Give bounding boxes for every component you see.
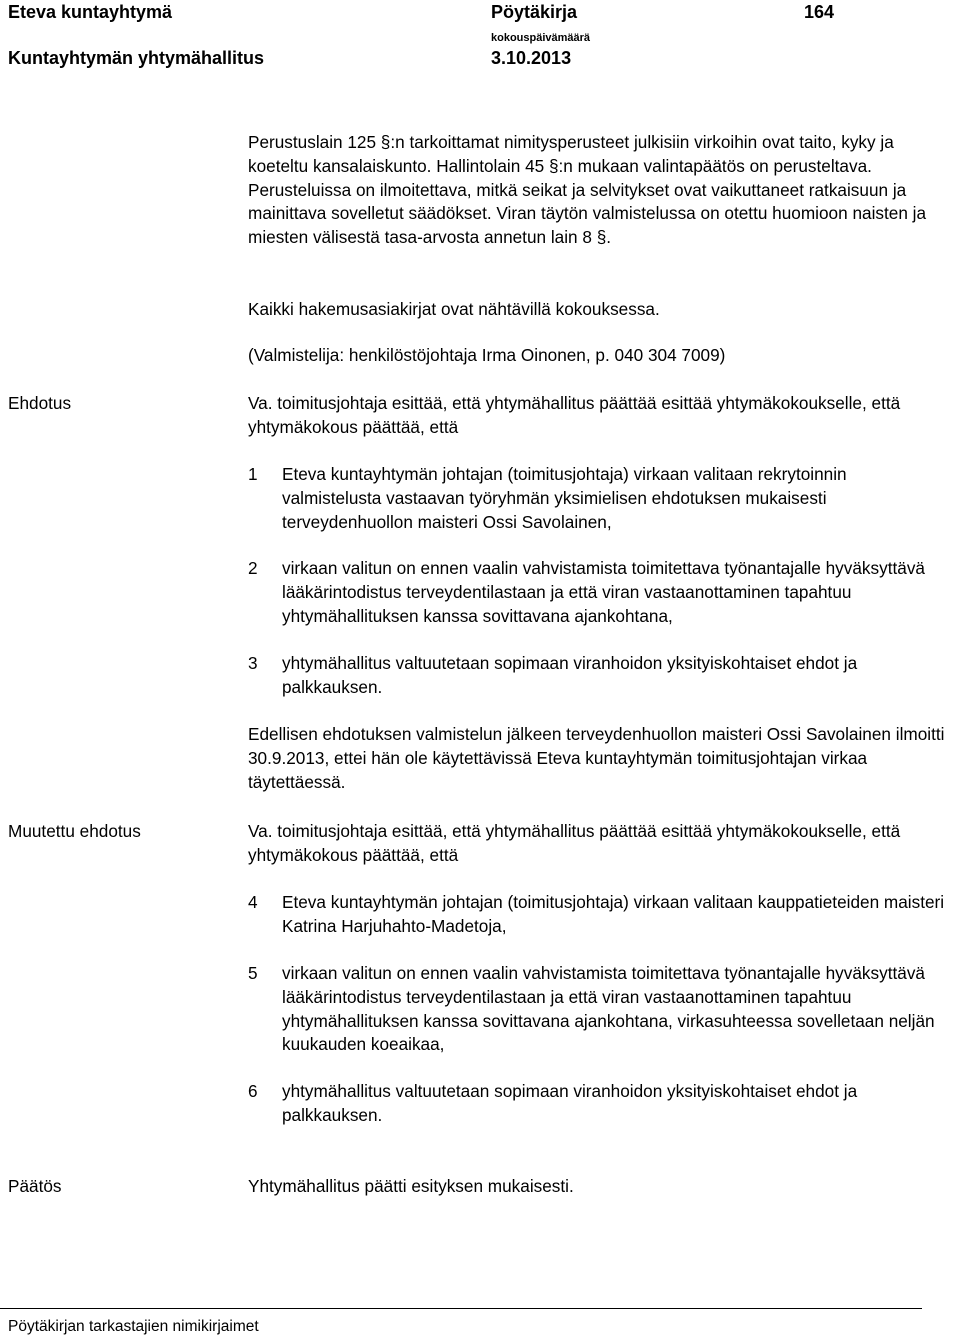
ehdotus-item-2 [248, 557, 948, 628]
intro-text-2: Kaikki hakemusasiakirjat ovat nähtävillä kokouksessa. [248, 299, 660, 319]
item-text: Eteva kuntayhtymän johtajan (toimitusjohtaja) virkaan valitaan rekrytoinnin valmistelusta vastaavan työryhmän yksimielisen ehdotuksen mukaisesti terveydenhuollon maisteri Ossi Savolainen, [282, 464, 847, 532]
intro-paragraph-1 [248, 131, 948, 250]
paatos-text-block [248, 1175, 948, 1199]
ehdotus-lead [248, 392, 948, 440]
item-text: yhtymähallitus valtuutetaan sopimaan viranhoidon yksityiskohtaiset ehdot ja palkkauksen. [282, 653, 858, 697]
item-text: virkaan valitun on ennen vaalin vahvistamista toimitettava työnantajalle hyväksyttävä lääkärintodistus terveydentilastaan ja että viran vastaanottaminen tapahtuu yhtymähallituksen kanssa sovittavana ajankohtana, virkasuhteessa sovelletaan neljän kuukauden koeaikaa, [282, 963, 935, 1055]
preparer-text: (Valmistelija: henkilöstöjohtaja Irma Oinonen, p. 040 304 7009) [248, 345, 726, 365]
item-text: virkaan valitun on ennen vaalin vahvistamista toimitettava työnantajalle hyväksyttävä lääkärintodistus terveydentilastaan ja että viran vastaanottaminen tapahtuu yhtymähallituksen kanssa sovittavana ajankohtana, [282, 558, 925, 626]
header-org: Eteva kuntayhtymä [8, 2, 173, 22]
header-body: Kuntayhtymän yhtymähallitus [8, 48, 265, 68]
item-number: 6 [248, 1081, 258, 1101]
header-doc-type: Pöytäkirja [491, 2, 578, 22]
header-date: 3.10.2013 [491, 48, 572, 68]
paatos-text: Yhtymähallitus päätti esityksen mukaisesti. [248, 1176, 574, 1196]
muutettu-item-6 [248, 1080, 948, 1128]
ehdotus-lead-text: Va. toimitusjohtaja esittää, että yhtymähallitus päättää esittää yhtymäkokoukselle, että yhtymäkokous päättää, että [248, 393, 901, 437]
ehdotus-item-3 [248, 652, 948, 700]
ehdotus-note-text: Edellisen ehdotuksen valmistelun jälkeen terveydenhuollon maisteri Ossi Savolainen ilmoitti 30.9.2013, ettei hän ole käytettävissä Eteva kuntayhtymän toimitusjohtajan virkaa täytettäessä. [248, 724, 945, 792]
ehdotus-note [248, 723, 948, 794]
item-number: 2 [248, 558, 258, 578]
item-text: Eteva kuntayhtymän johtajan (toimitusjohtaja) virkaan valitaan kauppatieteiden maisteri Katrina Harjuhahto-Madetoja, [282, 892, 945, 936]
paatos-label: Päätös [8, 1176, 62, 1196]
muutettu-ehdotus-label: Muutettu ehdotus [8, 821, 141, 841]
intro-paragraph-2 [248, 298, 948, 322]
footer-divider [0, 1308, 922, 1309]
item-number: 5 [248, 963, 258, 983]
ehdotus-item-1 [248, 463, 948, 534]
muutettu-item-5 [248, 962, 948, 1057]
ehdotus-label: Ehdotus [8, 393, 72, 413]
header-page-number: 164 [804, 2, 835, 22]
intro-paragraph-3 [248, 344, 948, 368]
item-number: 3 [248, 653, 258, 673]
item-number: 4 [248, 892, 258, 912]
intro-text-1: Perustuslain 125 §:n tarkoittamat nimitysperusteet julkisiin virkoihin ovat taito, kyky ja koeteltu kansalaiskunto. Hallintolain 45 §:n mukaan valintapäätös on perusteltava. Perusteluissa on ilmoitettava, mitkä seikat ja selvitykset ovat vaikuttaneet ratkaisuun ja mainittava sovelletut säädökset. Viran täytön valmistelussa on otettu huomioon naisten ja miesten välisestä tasa-arvosta annetun lain 8 §. [248, 132, 927, 248]
item-number: 1 [248, 464, 258, 484]
muutettu-item-4 [248, 891, 948, 939]
item-text: yhtymähallitus valtuutetaan sopimaan viranhoidon yksityiskohtaiset ehdot ja palkkauksen. [282, 1081, 858, 1125]
muutettu-lead [248, 820, 948, 868]
muutettu-lead-text: Va. toimitusjohtaja esittää, että yhtymähallitus päättää esittää yhtymäkokoukselle, että yhtymäkokous päättää, että [248, 821, 901, 865]
header-date-label: kokouspäivämäärä [491, 32, 591, 44]
footer-initials-label: Pöytäkirjan tarkastajien nimikirjaimet [8, 1318, 259, 1335]
